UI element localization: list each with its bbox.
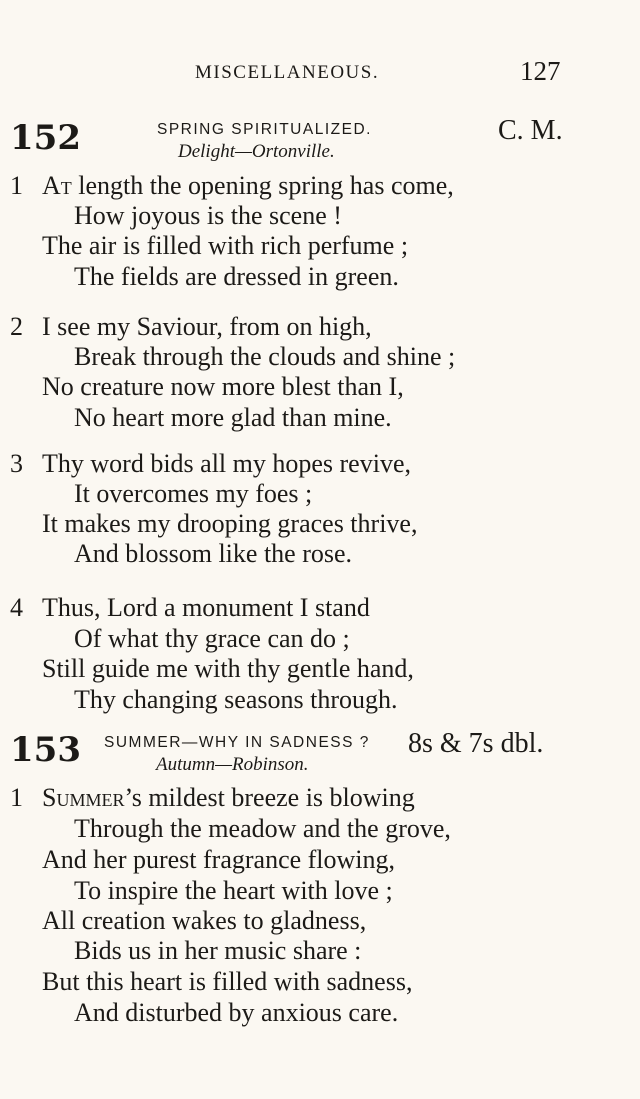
verse-line: And disturbed by anxious care. xyxy=(74,998,399,1027)
hymn-meter: 8s & 7s dbl. xyxy=(408,728,544,759)
hymn-number: 152 xyxy=(10,118,81,158)
verse-line: No creature now more blest than I, xyxy=(42,372,404,401)
verse-line: Bids us in her music share : xyxy=(74,936,362,965)
verse-line: All creation wakes to gladness, xyxy=(42,906,367,935)
verse-line: The fields are dressed in green. xyxy=(74,262,399,291)
verse-line: I see my Saviour, from on high, xyxy=(42,312,372,341)
verse-line: It overcomes my foes ; xyxy=(74,479,313,508)
page-number: 127 xyxy=(520,56,561,86)
verse-line: Thy changing seasons through. xyxy=(74,685,398,714)
hymn-meter: C. M. xyxy=(498,115,563,146)
verse-line: And her purest fragrance flowing, xyxy=(42,845,396,874)
verse-line: Thy word bids all my hopes revive, xyxy=(42,449,411,478)
verse-line: Break through the clouds and shine ; xyxy=(74,342,456,371)
verse-line: At length the opening spring has come, xyxy=(42,171,454,200)
verse-line: And blossom like the rose. xyxy=(74,539,353,568)
verse-line: No heart more glad than mine. xyxy=(74,403,392,432)
verse-number: 1 xyxy=(10,783,23,812)
verse-line: Of what thy grace can do ; xyxy=(74,624,350,653)
verse-line: It makes my drooping graces thrive, xyxy=(42,509,418,538)
running-header: MISCELLANEOUS. xyxy=(195,62,380,83)
drop-word: Summer xyxy=(42,783,125,812)
verse-line: To inspire the heart with love ; xyxy=(74,876,393,905)
drop-word: At xyxy=(42,171,72,200)
verse-line: Thus, Lord a monument I stand xyxy=(42,593,370,622)
verse-line: The air is filled with rich perfume ; xyxy=(42,231,409,260)
verse-number: 2 xyxy=(10,312,23,341)
hymn-title: SPRING SPIRITUALIZED. xyxy=(157,121,372,138)
verse-line: Summer’s mildest breeze is blowing xyxy=(42,783,415,812)
hymn-tunes: Autumn—Robinson. xyxy=(156,754,309,775)
verse-line: Still guide me with thy gentle hand, xyxy=(42,654,414,683)
hymn-number: 153 xyxy=(10,730,81,770)
hymn-tunes: Delight—Ortonville. xyxy=(178,141,335,162)
verse-number: 1 xyxy=(10,171,23,200)
hymn-title: SUMMER—WHY IN SADNESS ? xyxy=(104,734,370,751)
verse-line: But this heart is filled with sadness, xyxy=(42,967,413,996)
verse-number: 3 xyxy=(10,449,23,478)
verse-number: 4 xyxy=(10,593,23,622)
verse-line: How joyous is the scene ! xyxy=(74,201,342,230)
verse-line: Through the meadow and the grove, xyxy=(74,814,451,843)
